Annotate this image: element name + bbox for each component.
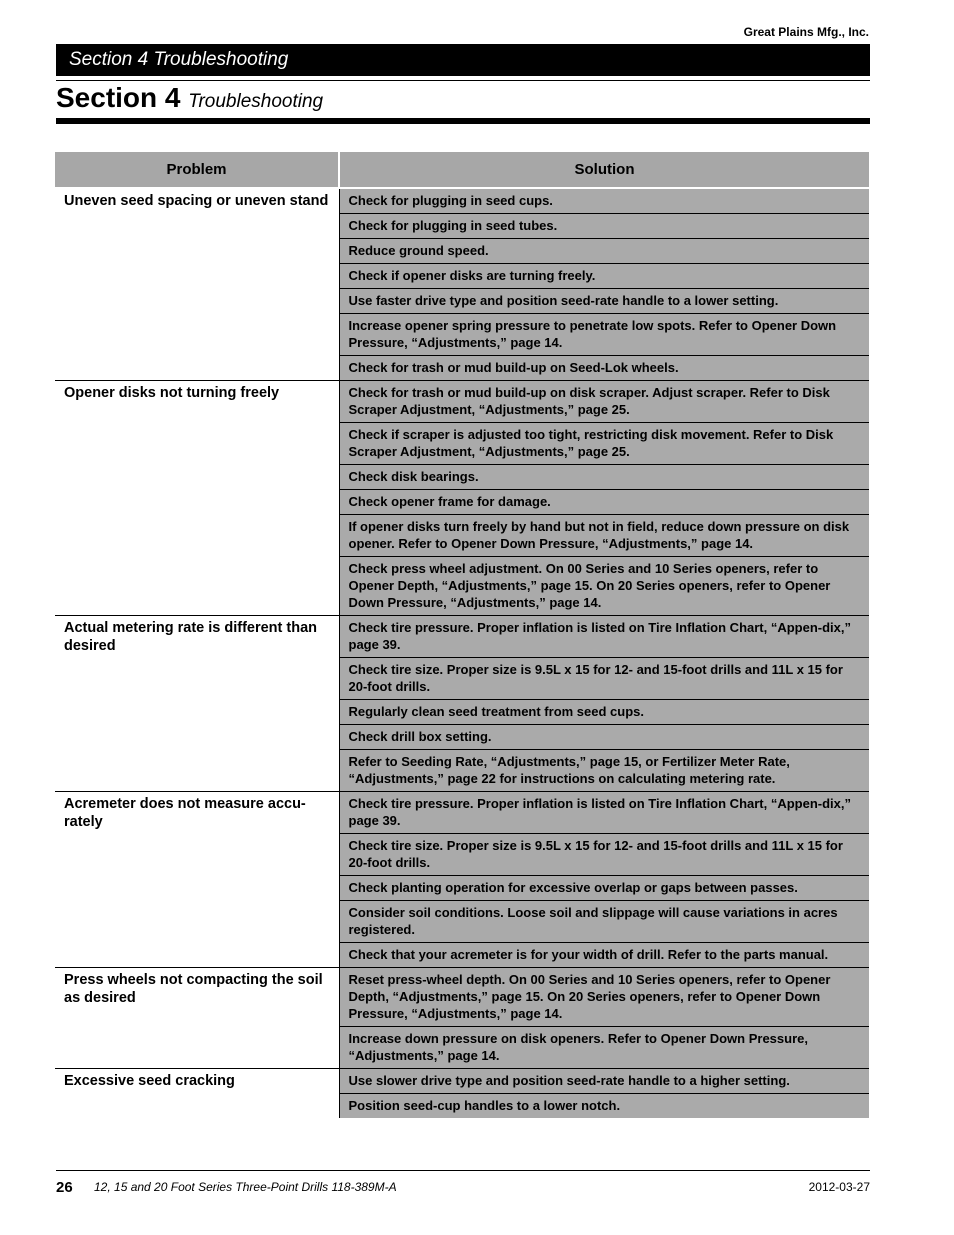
- section-banner: Section 4 Troubleshooting: [56, 44, 870, 76]
- footer-divider: [56, 1170, 870, 1171]
- solution-cell: Check if opener disks are turning freely.: [339, 264, 869, 289]
- solution-cell: If opener disks turn freely by hand but not in field, reduce down pressure on disk opener. Refer to Opener Down Pressure, “Adjustments,” page 14.: [339, 515, 869, 557]
- solution-cell: Check tire pressure. Proper inflation is listed on Tire Inflation Chart, “Appen-dix,” page 39.: [339, 792, 869, 834]
- document-title: 12, 15 and 20 Foot Series Three-Point Drills 118-389M-A: [94, 1180, 397, 1194]
- solution-cell: Regularly clean seed treatment from seed cups.: [339, 700, 869, 725]
- divider: [56, 118, 870, 124]
- solution-cell: Check planting operation for excessive overlap or gaps between passes.: [339, 876, 869, 901]
- solution-cell: Reduce ground speed.: [339, 239, 869, 264]
- solution-cell: Check for trash or mud build-up on Seed-Lok wheels.: [339, 356, 869, 381]
- solution-cell: Check disk bearings.: [339, 465, 869, 490]
- solution-cell: Increase opener spring pressure to penetrate low spots. Refer to Opener Down Pressure, “Adjustments,” page 14.: [339, 314, 869, 356]
- solution-cell: Increase down pressure on disk openers. Refer to Opener Down Pressure, “Adjustments,” page 14.: [339, 1027, 869, 1069]
- solution-cell: Use slower drive type and position seed-rate handle to a higher setting.: [339, 1069, 869, 1094]
- solution-cell: Check that your acremeter is for your width of drill. Refer to the parts manual.: [339, 943, 869, 968]
- problem-cell: Press wheels not compacting the soil as desired: [55, 968, 339, 1069]
- solution-cell: Check for plugging in seed tubes.: [339, 214, 869, 239]
- solution-cell: Check for trash or mud build-up on disk scraper. Adjust scraper. Refer to Disk Scraper Adjustment, “Adjustments,” page 25.: [339, 381, 869, 423]
- table-row: [55, 792, 869, 834]
- document-date: 2012-03-27: [808, 1180, 870, 1194]
- company-name: Great Plains Mfg., Inc.: [743, 25, 869, 39]
- solution-cell: Use faster drive type and position seed-rate handle to a lower setting.: [339, 289, 869, 314]
- table-row: [55, 616, 869, 658]
- solution-header: Solution: [339, 152, 869, 188]
- table-row: [55, 968, 869, 1027]
- solution-cell: Check press wheel adjustment. On 00 Series and 10 Series openers, refer to Opener Depth, “Adjustments,” page 15. On 20 Series openers, refer to Opener Down Pressure, “Adjustments,” page 14.: [339, 557, 869, 616]
- solution-cell: Reset press-wheel depth. On 00 Series and 10 Series openers, refer to Opener Depth, “Adjustments,” page 15. On 20 Series openers, refer to Opener Down Pressure, “Adjustments,” page 14.: [339, 968, 869, 1027]
- page-title: [56, 82, 323, 114]
- problem-cell: Acremeter does not measure accu-rately: [55, 792, 339, 968]
- solution-cell: Check drill box setting.: [339, 725, 869, 750]
- problem-cell: Opener disks not turning freely: [55, 381, 339, 616]
- solution-cell: Refer to Seeding Rate, “Adjustments,” page 15, or Fertilizer Meter Rate, “Adjustments,” page 22 for instructions on calculating metering rate.: [339, 750, 869, 792]
- table-row: [55, 1069, 869, 1094]
- solution-cell: Position seed-cup handles to a lower notch.: [339, 1094, 869, 1119]
- solution-cell: Check if scraper is adjusted too tight, restricting disk movement. Refer to Disk Scraper Adjustment, “Adjustments,” page 25.: [339, 423, 869, 465]
- problem-cell: Actual metering rate is different than desired: [55, 616, 339, 792]
- divider: [56, 80, 870, 81]
- solution-cell: Check tire size. Proper size is 9.5L x 15 for 12- and 15-foot drills and 11L x 15 for 20-foot drills.: [339, 834, 869, 876]
- table-header-row: [55, 152, 869, 188]
- solution-cell: Check tire size. Proper size is 9.5L x 15 for 12- and 15-foot drills and 11L x 15 for 20-foot drills.: [339, 658, 869, 700]
- solution-cell: Consider soil conditions. Loose soil and slippage will cause variations in acres registered.: [339, 901, 869, 943]
- solution-cell: Check for plugging in seed cups.: [339, 188, 869, 214]
- title-sub: Troubleshooting: [188, 91, 324, 112]
- solution-cell: Check tire pressure. Proper inflation is listed on Tire Inflation Chart, “Appen-dix,” page 39.: [339, 616, 869, 658]
- table-row: [55, 188, 869, 214]
- problem-cell: Uneven seed spacing or uneven stand: [64, 193, 329, 209]
- page-number: 26: [56, 1179, 73, 1196]
- solution-cell: Check opener frame for damage.: [339, 490, 869, 515]
- troubleshooting-table: [55, 152, 869, 1118]
- problem-cell: Excessive seed cracking: [55, 1069, 339, 1119]
- title-main: Section 4: [56, 82, 181, 113]
- problem-header: Problem: [55, 152, 339, 188]
- table-row: [55, 381, 869, 423]
